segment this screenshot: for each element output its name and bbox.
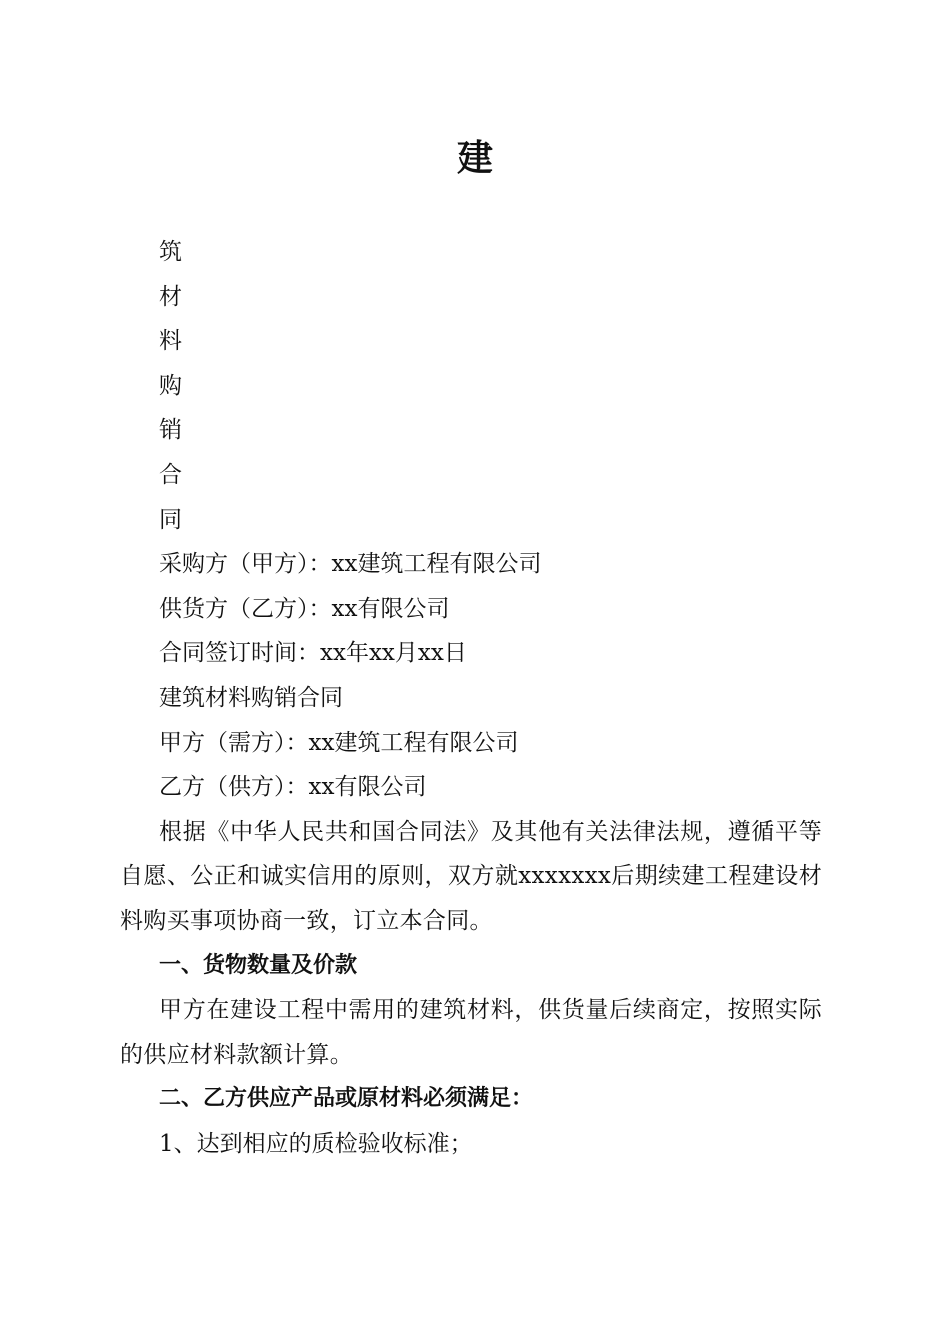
contract-name-line: 建筑材料购销合同: [159, 684, 343, 711]
sign-date-line: 合同签订时间：xx年xx月xx日: [159, 640, 467, 667]
vertical-char: 购: [159, 372, 182, 399]
requirement-item-1: 1、达到相应的质检验收标准；: [159, 1130, 473, 1157]
supplier-line: 供货方（乙方）：xx有限公司: [159, 595, 450, 622]
vertical-char: 筑: [159, 239, 182, 265]
party-b-line: 乙方（供方）：xx有限公司: [159, 774, 427, 801]
document-title: 建: [456, 137, 493, 179]
section-heading-2: 二、乙方供应产品或原材料必须满足：: [159, 1086, 534, 1112]
document-body: [120, 230, 822, 1166]
party-a-line: 甲方（需方）：xx建筑工程有限公司: [159, 729, 519, 756]
vertical-char: 同: [159, 506, 182, 533]
vertical-char: 材: [159, 283, 182, 310]
section-heading-1: 一、货物数量及价款: [159, 952, 358, 978]
vertical-char: 料: [159, 328, 182, 355]
buyer-line: 采购方（甲方）：xx建筑工程有限公司: [159, 551, 542, 578]
vertical-char: 销: [159, 417, 182, 444]
section-1-paragraph: 甲方在建设工程中需用的建筑材料，供货量后续商定，按照实际的供应材料款额计算。: [120, 997, 822, 1068]
vertical-char: 合: [159, 461, 182, 488]
intro-paragraph: 根据《中华人民共和国合同法》及其他有关法律法规，遵循平等自愿、公正和诚实信用的原则，双方就xxxxxxx后期续建工程建设材料购买事项协商一致，订立本合同。: [120, 818, 822, 934]
